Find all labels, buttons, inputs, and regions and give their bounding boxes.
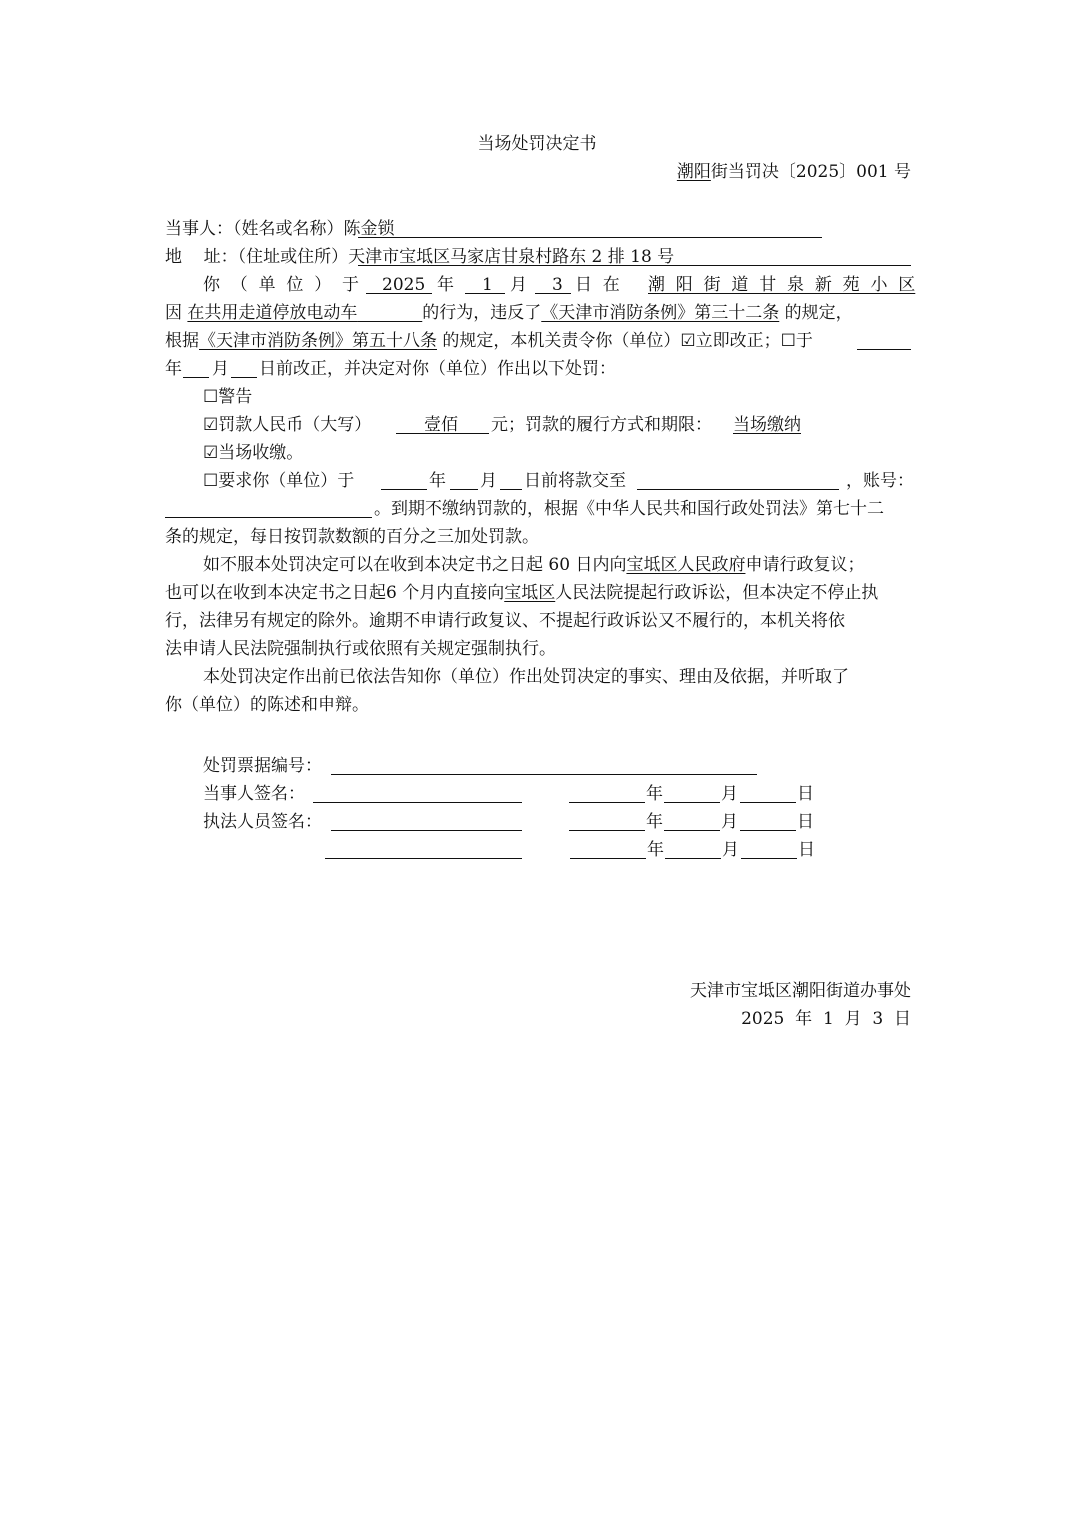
transfer-day-underline — [500, 489, 522, 490]
deadline-year-label: 年 — [165, 359, 182, 379]
receipt-number-underline — [331, 774, 757, 775]
checkbox-checked-icon: ☑ — [680, 331, 696, 351]
violation-end-text: 的规定， — [784, 303, 853, 323]
transfer-year-label: 年 — [429, 471, 446, 491]
officer2-sign-day-underline — [741, 858, 797, 859]
deadline-month-label: 月 — [212, 359, 229, 379]
party-row — [165, 219, 911, 239]
transfer-month-label: 月 — [480, 471, 497, 491]
transfer-option — [203, 471, 354, 491]
officer-sign-year-label: 年 — [646, 812, 663, 832]
party-signature-underline — [313, 802, 522, 803]
immediate-correction: 立即改正； — [695, 331, 781, 351]
party-signature-label: 当事人签名： — [203, 784, 305, 804]
deadline-underline — [857, 349, 911, 350]
notice-line-1: 本处罚决定作出前已依法告知你（单位）作出处罚决定的事实、理由及依据，并听取了 — [203, 667, 849, 687]
receipt-number-label: 处罚票据编号： — [203, 756, 322, 776]
incident-day-underline — [535, 293, 571, 294]
fine-label: 罚款人民币（大写） — [218, 415, 372, 435]
appeal-court: 宝坻区 — [504, 583, 556, 603]
officer2-sign-month-underline — [665, 858, 721, 859]
document-title: 当场处罚决定书 — [477, 134, 597, 154]
address-underline — [358, 265, 911, 266]
party-sign-year-underline — [569, 802, 645, 803]
appeal-line-1 — [203, 555, 864, 575]
officer-sign-month-underline — [664, 830, 720, 831]
party-underline — [358, 237, 822, 238]
appeal-line-3: 行，法律另有规定的除外。逾期不申请行政复议、不提起行政诉讼又不履行的，本机关将依 — [165, 611, 845, 631]
incident-day: 3 — [552, 275, 563, 295]
checkbox-empty-icon: ☐ — [203, 471, 219, 491]
doc-number-prefix: 潮阳 — [676, 162, 711, 182]
checkbox-checked-icon: ☑ — [203, 443, 219, 463]
because-text: 因 — [165, 303, 182, 323]
violation-act: 在共用走道停放电动车 — [187, 303, 358, 323]
incident-month: 1 — [482, 275, 493, 295]
appeal-text-c: 也可以在收到本决定书之日起6 个月内直接向 — [165, 583, 505, 603]
transfer-account-label: ，账号： — [846, 471, 914, 491]
doc-number-rest: 街当罚决〔2025〕001 号 — [710, 162, 911, 182]
incident-year-label: 年 — [437, 275, 454, 295]
violated-regulation: 《天津市消防条例》第三十二条 — [541, 303, 780, 323]
body-line-2 — [165, 303, 911, 323]
according-text: 根据 — [165, 331, 199, 351]
fine-amount: 壹佰 — [424, 415, 458, 435]
transfer-year-underline — [381, 489, 427, 490]
checkbox-empty-icon: ☐ — [780, 331, 796, 351]
collect-label: 当场收缴。 — [218, 443, 304, 463]
officer-sign-day-underline — [740, 830, 796, 831]
document-number — [677, 162, 911, 182]
officer2-sign-day-label: 日 — [798, 840, 815, 860]
appeal-text-d: 人民法院提起行政诉讼，但本决定不停止执 — [555, 583, 879, 603]
body-line-1-lead: 你 （ 单 位 ） 于 — [203, 275, 360, 295]
fine-method: 当场缴纳 — [733, 415, 801, 435]
fine-option — [203, 415, 371, 435]
notice-line-2: 你（单位）的陈述和申辩。 — [165, 695, 369, 715]
officer-signature-underline — [331, 830, 522, 831]
incident-place: 潮 阳 街 道 甘 泉 新 苑 小 区 — [648, 275, 916, 295]
appeal-text-b: 申请行政复议； — [745, 555, 865, 575]
transfer-bank-underline — [637, 489, 839, 490]
incident-year-underline — [366, 293, 432, 294]
account-number-underline — [165, 517, 372, 518]
party-sign-year-label: 年 — [646, 784, 663, 804]
appeal-text-a: 如不服本处罚决定可以在收到本决定书之日起 60 日内向 — [203, 555, 627, 575]
transfer-month-underline — [450, 489, 478, 490]
officer2-sign-year-underline — [570, 858, 646, 859]
party-sign-month-label: 月 — [721, 784, 738, 804]
party-sign-day-label: 日 — [797, 784, 814, 804]
officer2-signature-underline — [325, 858, 522, 859]
deadline-year-underline — [183, 377, 209, 378]
incident-month-label: 月 — [510, 275, 527, 295]
address-row — [165, 247, 911, 267]
warning-label: 警告 — [218, 387, 253, 407]
overdue-line-1: 。到期不缴纳罚款的，根据《中华人民共和国行政处罚法》第七十二 — [374, 499, 884, 519]
party-sign-day-underline — [740, 802, 796, 803]
penalty-basis: 《天津市消防条例》第五十八条 — [199, 331, 437, 351]
party-name: 陈金锁 — [343, 219, 395, 239]
body-line-3 — [165, 331, 911, 351]
checkbox-empty-icon: ☐ — [203, 387, 219, 407]
officer-sign-day-label: 日 — [797, 812, 814, 832]
deadline-month-underline — [231, 377, 257, 378]
party-label: 当事人：（姓名或名称） — [165, 219, 344, 239]
fine-unit-text: 元；罚款的履行方式和期限： — [491, 415, 712, 435]
appeal-line-4: 法申请人民法院强制执行或依照有关规定强制执行。 — [165, 639, 556, 659]
issue-date: 2025 年 1 月 3 日 — [741, 1009, 911, 1029]
address-value: 天津市宝坻区马家店甘泉村路东 2 排 18 号 — [348, 247, 675, 267]
order-text: 的规定，本机关责令你（单位） — [442, 331, 681, 351]
officer2-sign-year-label: 年 — [647, 840, 664, 860]
deadline-correction: 于 — [795, 331, 813, 351]
violation-mid-text: 的行为，违反了 — [422, 303, 542, 323]
issuing-organization: 天津市宝坻区潮阳街道办事处 — [690, 981, 911, 1001]
officer2-sign-month-label: 月 — [722, 840, 739, 860]
fine-amount-underline — [396, 433, 489, 434]
overdue-line-2: 条的规定，每日按罚款数额的百分之三加处罚款。 — [165, 527, 539, 547]
incident-day-label: 日 在 — [575, 275, 620, 295]
checkbox-checked-icon: ☑ — [203, 415, 219, 435]
deadline-day-text: 日前改正，并决定对你（单位）作出以下处罚： — [259, 359, 616, 379]
transfer-label: 要求你（单位）于 — [218, 471, 355, 491]
appeal-government: 宝坻区人民政府 — [626, 555, 746, 575]
address-label: 地 址：（住址或住所） — [165, 247, 349, 267]
party-sign-month-underline — [664, 802, 720, 803]
incident-month-underline — [465, 293, 505, 294]
officer-signature-label: 执法人员签名： — [203, 812, 322, 832]
collect-option — [203, 443, 303, 463]
incident-year: 2025 — [382, 275, 426, 295]
warning-option — [203, 387, 252, 407]
transfer-day-text: 日前将款交至 — [524, 471, 626, 491]
officer-sign-year-underline — [569, 830, 645, 831]
officer-sign-month-label: 月 — [721, 812, 738, 832]
appeal-line-2 — [165, 583, 911, 603]
